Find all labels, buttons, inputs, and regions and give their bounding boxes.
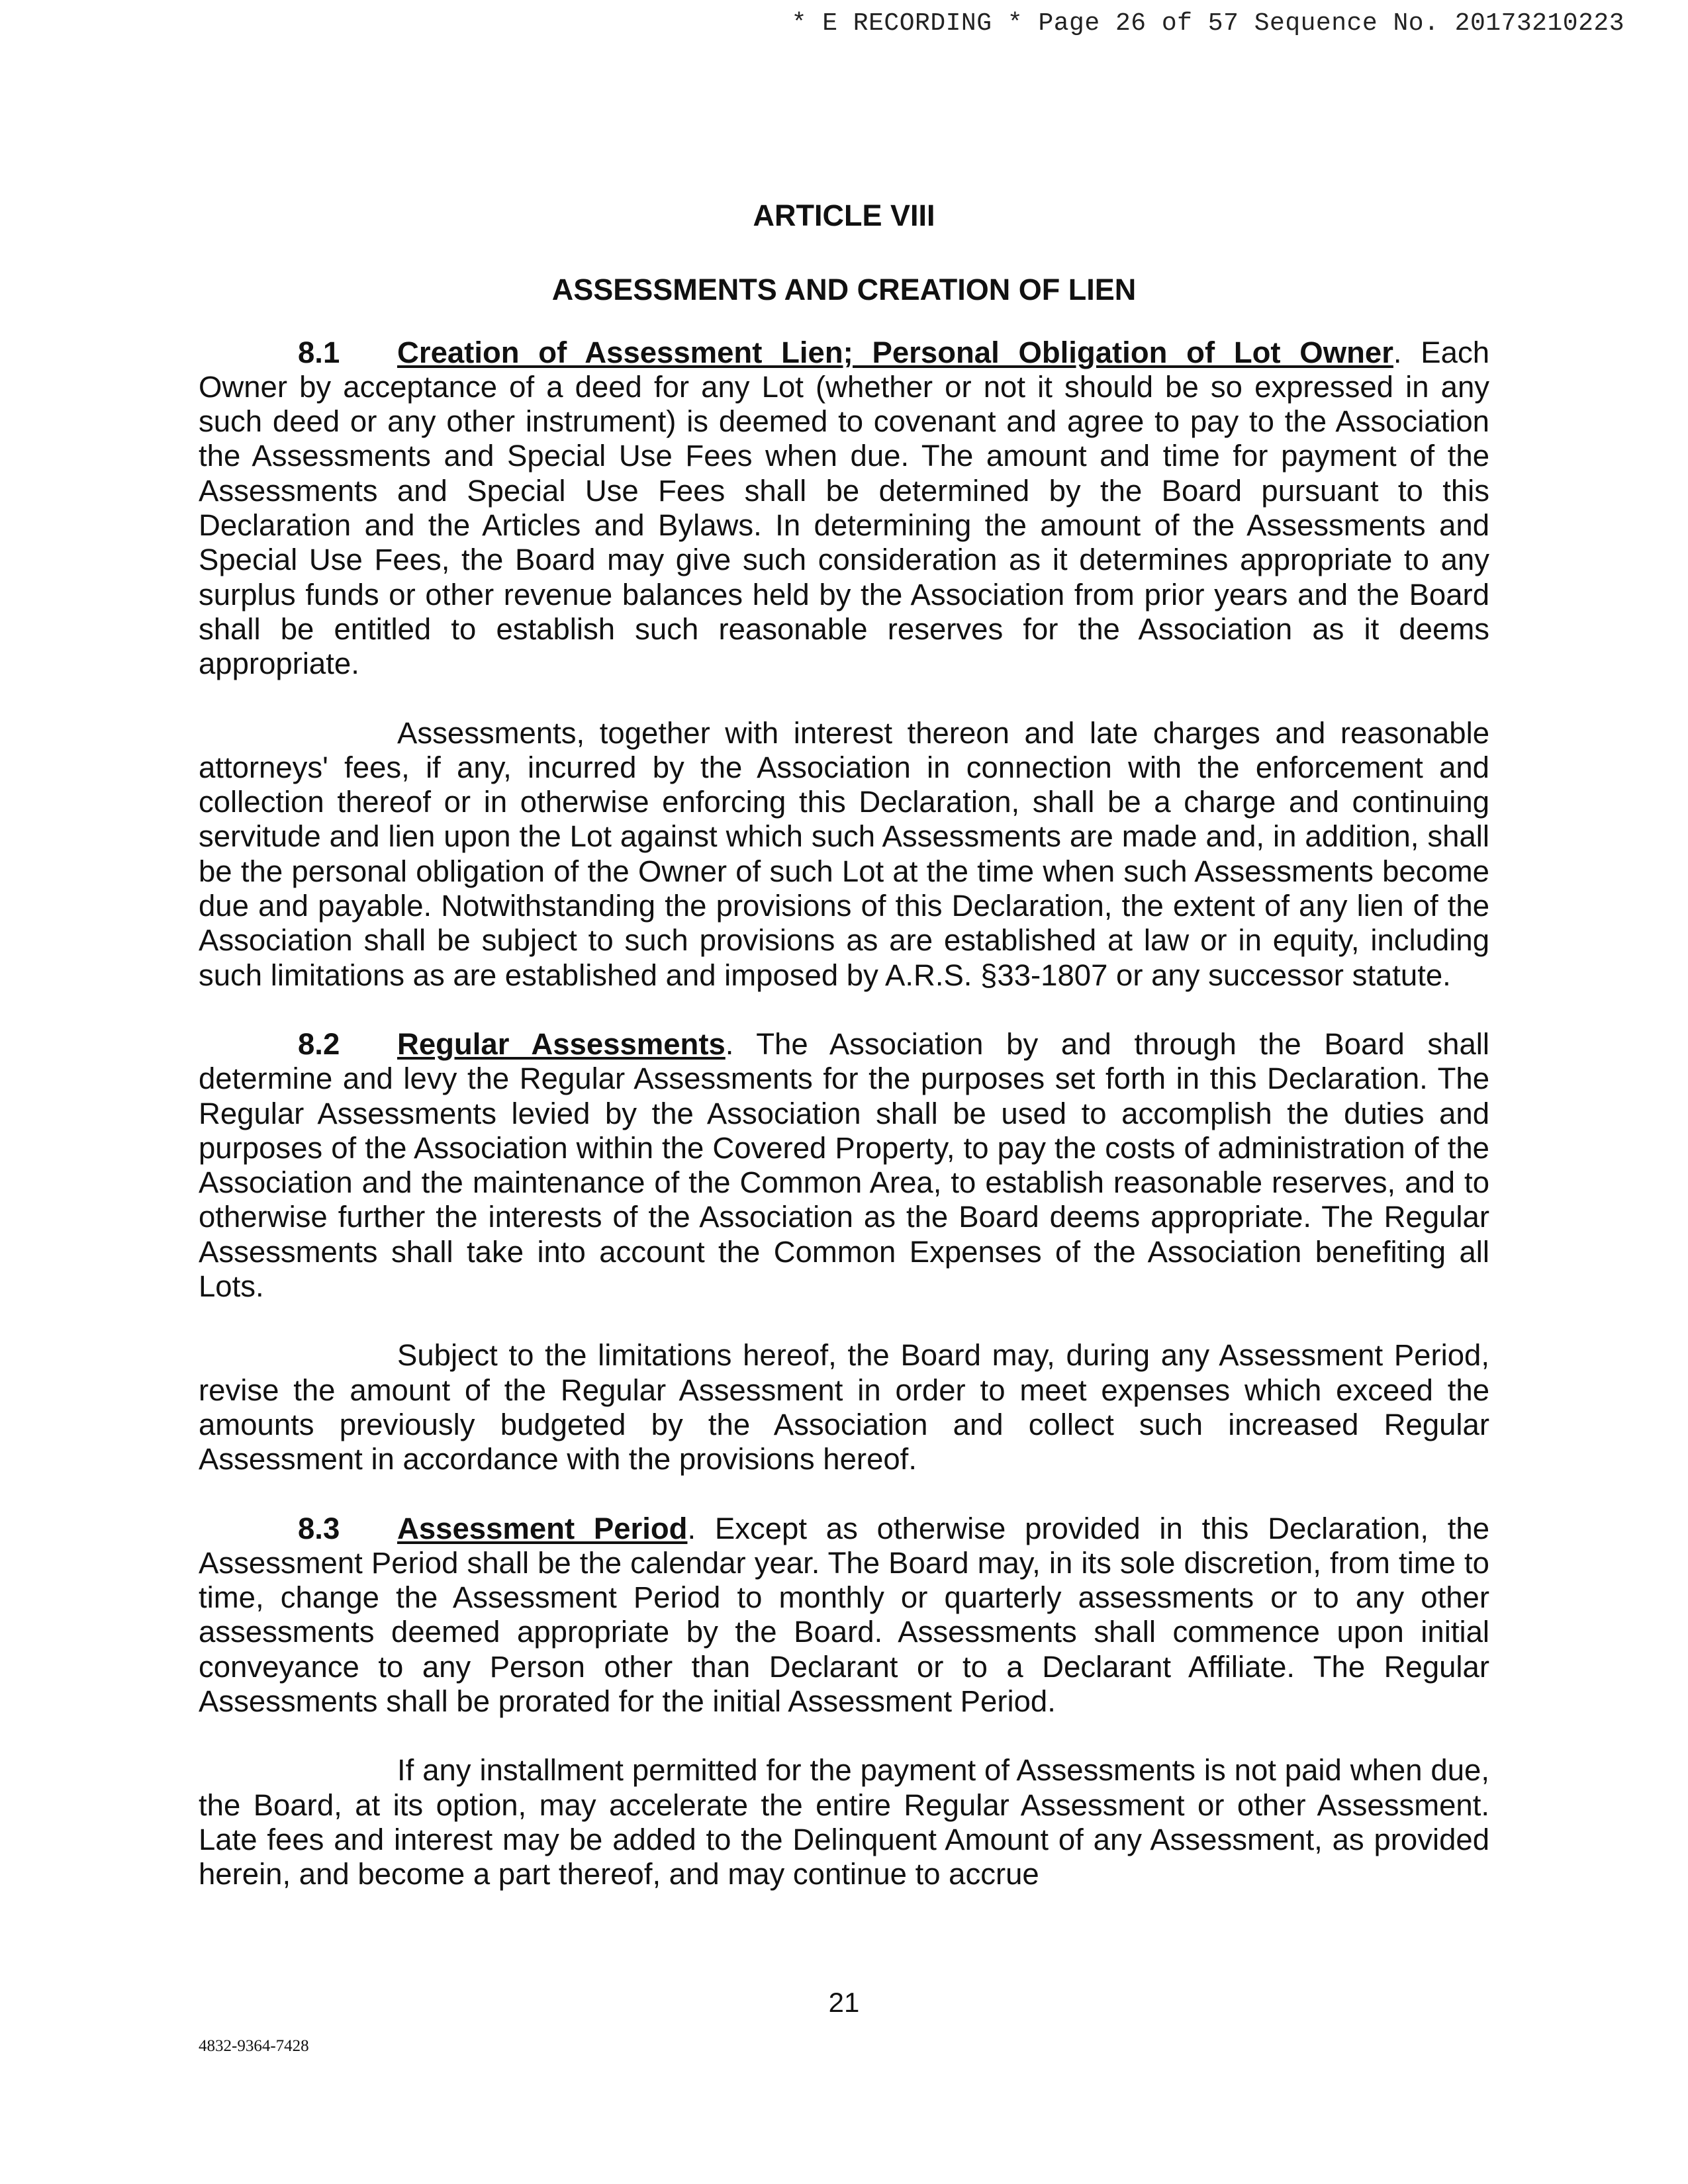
section-title: Creation of Assessment Lien; Personal Obligation of Lot Owner xyxy=(397,335,1393,369)
section-8-2-paragraph xyxy=(199,1027,1489,1304)
section-number: 8.2 xyxy=(298,1026,340,1061)
section-text: . The Association by and through the Board shall determine and levy the Regular Assessments for the purposes set forth in this Declaration. The Regular Assessments levied by the Association shall be used to accomplish the duties and purposes of the Association within the Covered Property, to pay the costs of administration of the Association and the maintenance of the Common Area, to establish reasonable reserves, and to otherwise further the interests of the Association as the Board deems appropriate. The Regular Assessments shall take into account the Common Expenses of the Association benefiting all Lots. xyxy=(199,1026,1489,1304)
page-body xyxy=(199,199,1489,1926)
section-8-3-paragraph xyxy=(199,1512,1489,1719)
section-8-1-paragraph xyxy=(199,336,1489,682)
document-id: 4832-9364-7428 xyxy=(199,2037,309,2055)
article-subtitle: ASSESSMENTS AND CREATION OF LIEN xyxy=(551,273,1137,307)
section-title: Assessment Period xyxy=(397,1511,688,1545)
section-title: Regular Assessments xyxy=(397,1026,726,1061)
article-title: ARTICLE VIII xyxy=(753,199,935,232)
section-8-2-followup: Subject to the limitations hereof, the Board may, during any Assessment Period, revise the amount of the Regular Assessment in order to meet expenses which exceed the amounts previously budgeted by the Association and collect such increased Regular Assessment in accordance with the provisions hereof. xyxy=(199,1338,1489,1477)
section-number: 8.1 xyxy=(298,335,340,369)
section-8-3-followup: If any installment permitted for the payment of Assessments is not paid when due, the Board, at its option, may accelerate the entire Regular Assessment or other Assessment. Late fees and interest may be added to the Delinquent Amount of any Assessment, as provided herein, and become a part thereof, and may continue to accrue xyxy=(199,1753,1489,1891)
section-number: 8.3 xyxy=(298,1511,340,1545)
section-text: . Except as otherwise provided in this Declaration, the Assessment Period shall be the calendar year. The Board may, in its sole discretion, from time to time, change the Assessment Period to monthly or quarterly assessments or to any other assessments deemed appropriate by the Board. Assessments shall commence upon initial conveyance to any Person other than Declarant or to a Declarant Affiliate. The Regular Assessments shall be prorated for the initial Assessment Period. xyxy=(199,1511,1489,1718)
section-8-1-followup: Assessments, together with interest thereon and late charges and reasonable attorneys' fees, if any, incurred by the Association in connection with the enforcement and collection thereof or in otherwise enforcing this Declaration, shall be a charge and continuing servitude and lien upon the Lot against which such Assessments are made and, in addition, shall be the personal obligation of the Owner of such Lot at the time when such Assessments become due and payable. Notwithstanding the provisions of this Declaration, the extent of any lien of the Association shall be subject to such provisions as are established at law or in equity, including such limitations as are established and imposed by A.R.S. §33-1807 or any successor statute. xyxy=(199,715,1489,992)
section-text: . Each Owner by acceptance of a deed for any Lot (whether or not it should be so expressed in any such deed or any other instrument) is deemed to covenant and agree to pay to the Association the Assessments and Special Use Fees when due. The amount and time for payment of the Assessments and Special Use Fees shall be determined by the Board pursuant to this Declaration and the Articles and Bylaws. In determining the amount of the Assessments and Special Use Fees, the Board may give such consideration as it determines appropriate to any surplus funds or other revenue balances held by the Association from prior years and the Board shall be entitled to establish such reasonable reserves for the Association as it deems appropriate. xyxy=(199,335,1489,681)
recording-stamp: * E RECORDING * Page 26 of 57 Sequence No. 20173210223 xyxy=(791,9,1624,38)
page-number: 21 xyxy=(828,1987,860,2018)
